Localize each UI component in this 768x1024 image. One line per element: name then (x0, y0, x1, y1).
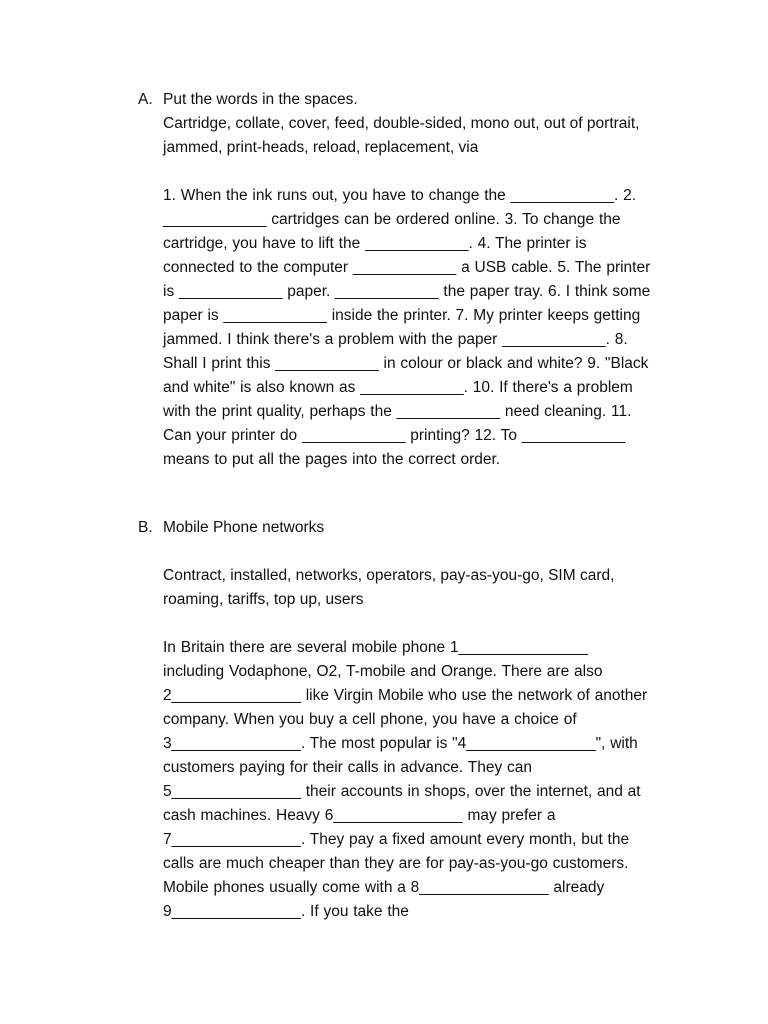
section-b-spacer-top (163, 540, 653, 564)
section-b-marker: B. (138, 519, 153, 536)
section-a-body (163, 112, 653, 472)
section-b-heading: Mobile Phone networks (163, 519, 325, 536)
section-b-exercise: In Britain there are several mobile phone 1_______________ including Vodaphone, O2, T-mobile and Orange. There are also 2_______________ like Virgin Mobile who use the network of another company. When you buy a cell phone, you have a choice of 3_______________. The most popular is "4_______________", with customers paying for their calls in advance. They can 5_______________ their accounts in shops, over the internet, and at cash machines. Heavy 6_______________ may prefer a 7_______________. They pay a fixed amount every month, but the calls are much cheaper than they are for pay-as-you-go customers. Mobile phones usually come with a 8_______________ already 9_______________. If you take the (163, 639, 648, 920)
section-a-heading-row (138, 88, 658, 112)
section-a-exercise: 1. When the ink runs out, you have to change the ____________. 2. ____________ cartridges can be ordered online. 3. To change the cartridge, you have to lift the ____________. 4. The printer is connected to the computer ____________ a USB cable. 5. The printer is ____________ paper. ____________ the paper tray. 6. I think some paper is ____________ inside the printer. 7. My printer keeps getting jammed. I think there's a problem with the paper ____________. 8. Shall I print this ____________ in colour or black and white? 9. "Black and white" is also known as ____________. 10. If there's a problem with the print quality, perhaps the ____________ need cleaning. 11. Can your printer do ____________ printing? 12. To ____________ means to put all the pages into the correct order. (163, 187, 651, 468)
section-a-marker: A. (138, 91, 153, 108)
section-b-word-bank: Contract, installed, networks, operators, pay-as-you-go, SIM card, roaming, tariffs, top up, users (163, 567, 615, 608)
section-a-heading: Put the words in the spaces. (163, 91, 358, 108)
section-a (138, 88, 658, 472)
section-b-heading-row (138, 516, 658, 540)
section-a-spacer (163, 160, 653, 184)
section-b-spacer (163, 612, 653, 636)
section-b-body (163, 540, 653, 924)
section-b (138, 516, 658, 924)
section-a-word-bank: Cartridge, collate, cover, feed, double-sided, mono out, out of portrait, jammed, print-heads, reload, replacement, via (163, 115, 640, 156)
